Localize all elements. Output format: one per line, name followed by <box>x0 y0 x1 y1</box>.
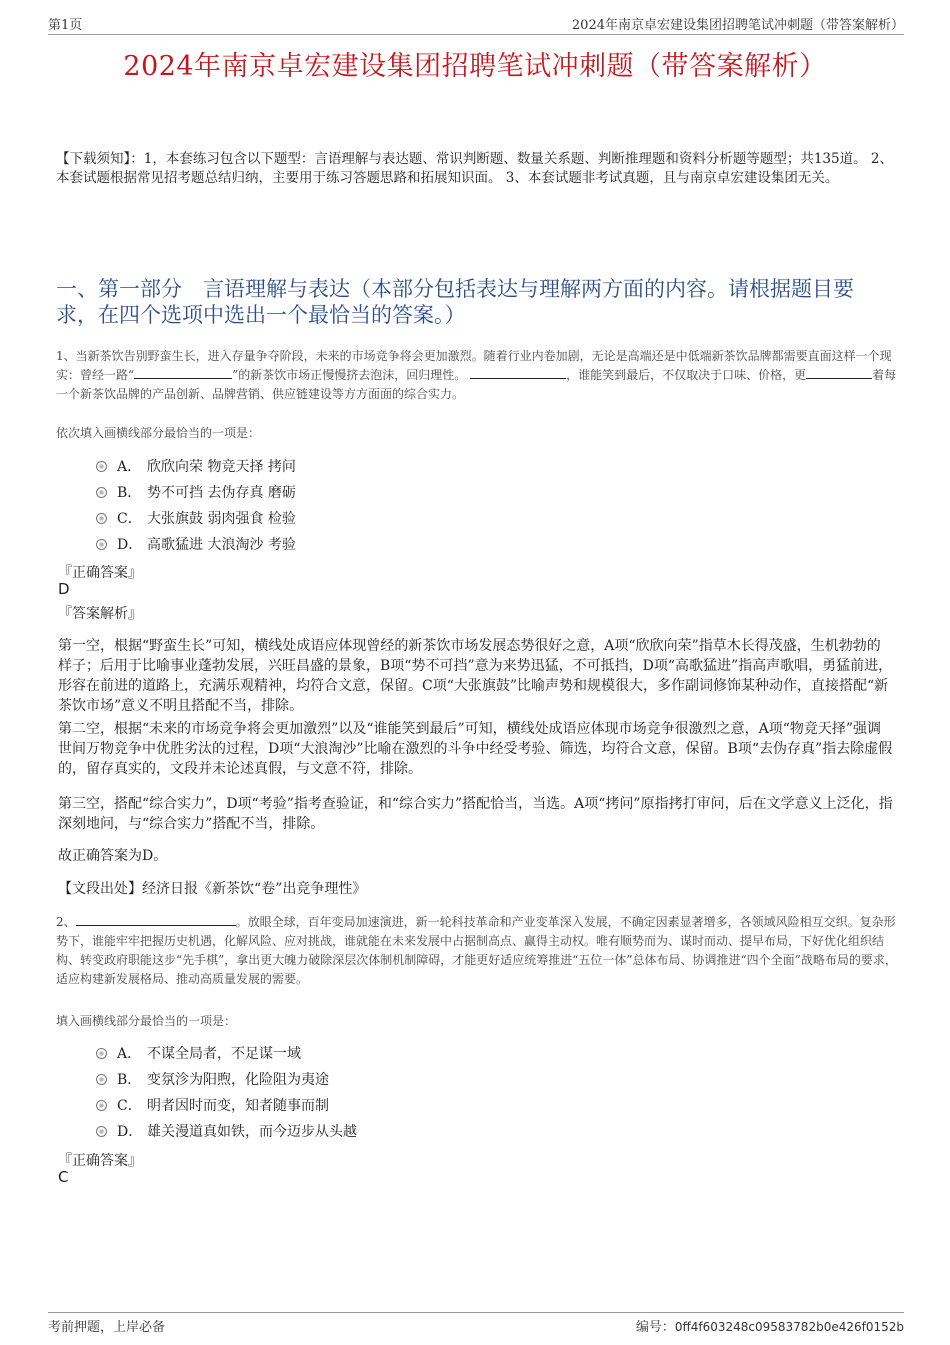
running-header <box>48 14 904 35</box>
footer-serial: 编号：0ff4f603248c09583782b0e426f0152b <box>635 1320 904 1335</box>
question-2-options <box>96 1040 357 1144</box>
q1-analysis-para-3: 第三空，搭配“综合实力”，D项“考验”指考查验证，和“综合实力”搭配恰当，当选。A项“拷问”原指拷打审问，后在文学意义上泛化，指深刻地问，与“综合实力”搭配不当，排除。 <box>58 796 893 832</box>
document-title: 2024年南京卓宏建设集团招聘笔试冲刺题（带答案解析） <box>123 51 827 82</box>
q1-text-part-d: 着每一个新茶饮品牌的产品创新、品牌营销、供应链建设等方方面面的综合实力。 <box>56 368 897 401</box>
q2-number: 2、 <box>56 915 76 929</box>
q2-answer: C <box>58 1168 69 1186</box>
q1-text-part-c: ，谁能笑到最后，不仅取决于口味、价格，更 <box>566 368 807 382</box>
running-footer <box>48 1312 904 1335</box>
footer-slogan: 考前押题，上岸必备 <box>48 1320 166 1335</box>
question-2-prompt: 填入画横线部分最恰当的一项是： <box>56 1014 237 1028</box>
q1-answer-label: 『正确答案』 <box>58 565 142 581</box>
q1-analysis-para-2: 第二空，根据“未来的市场竞争将会更加激烈”以及“谁能笑到最后”可知，横线处成语应体现市场竞争很激烈之意，A项“物竞天择”强调世间万物竞争中优胜劣汰的过程，D项“大浪淘沙”比喻在激烈的斗争中经受考验、筛选，均符合文意，保留。B项“去伪存真”指去除虚假的，留存真实的，文段并未论述真假，与文意不符，排除。 <box>58 721 893 777</box>
header-title: 2024年南京卓宏建设集团招聘笔试冲刺题（带答案解析） <box>571 18 904 33</box>
radio-icon[interactable] <box>96 1126 107 1137</box>
answer-blank-1 <box>134 366 232 379</box>
radio-icon[interactable] <box>96 513 107 524</box>
q1-option-d[interactable]: D． 高歌猛进 大浪淘沙 考验 <box>96 531 296 557</box>
section-heading: 一、第一部分 言语理解与表达（本部分包括表达与理解两方面的内容。请根据题目要求，在四个选项中选出一个最恰当的答案。） <box>56 277 854 327</box>
question-1-prompt: 依次填入画横线部分最恰当的一项是： <box>56 426 261 440</box>
q1-text-part-a: 1、当新茶饮告别野蛮生长，进入存量争夺阶段，未来的市场竞争将会更加激烈。随着行业内卷加剧，无论是高端还是中低端新茶饮品牌都需要直面这样一个现实：曾经一路“ <box>56 349 892 382</box>
answer-blank-q2 <box>76 913 236 926</box>
answer-blank-3 <box>806 366 872 379</box>
q2-text-body: 。放眼全球，百年变局加速演进，新一轮科技革命和产业变革深入发展，不确定因素显著增多，各领域风险相互交织。复杂形势下，谁能牢牢把握历史机遇，化解风险、应对挑战，谁就能在未来发展中占据制高点、赢得主动权。唯有顺势而为、谋时而动、提早布局，下好优化组织结构、转变政府职能这步“先手棋”，拿出更大魄力破除深层次体制机制障碍，才能更好适应统筹推进“五位一体”总体布局、协调推进“四个全面”战略布局的要求，适应构建新发展格局、推动高质量发展的需要。 <box>56 915 897 986</box>
q2-option-d[interactable]: D． 雄关漫道真如铁，而今迈步从头越 <box>96 1118 357 1144</box>
q1-source: 【文段出处】经济日报《新茶饮“卷”出竞争理性》 <box>58 881 367 897</box>
serial-code: 0ff4f603248c09583782b0e426f0152b <box>674 1320 904 1334</box>
radio-icon[interactable] <box>96 1048 107 1059</box>
question-1-text <box>56 347 898 404</box>
q2-answer-label: 『正确答案』 <box>58 1153 142 1169</box>
q1-analysis-para-1: 第一空，根据“野蛮生长”可知，横线处成语应体现曾经的新茶饮市场发展态势很好之意，A项“欣欣向荣”指草木长得茂盛，生机勃勃的样子；后用于比喻事业蓬勃发展，兴旺昌盛的景象，B项“势不可挡”意为来势迅猛，不可抵挡，D项“高歌猛进”指高声歌唱，勇猛前进，形容在前进的道路上，充满乐观精神，均符合文意，保留。C项“大张旗鼓”比喻声势和规模很大，多作副词修饰某种动作，直接搭配“新茶饮市场”意义不明且搭配不当，排除。 <box>58 638 893 714</box>
q1-text-part-b: ”的新茶饮市场正慢慢挤去泡沫，回归理性。 <box>232 368 467 382</box>
download-notice: 【下载须知】：1，本套练习包含以下题型：言语理解与表达题、常识判断题、数量关系题、判断推理题和资料分析题等题型；共135道。 2、本套试题根据常见招考题总结归纳，主要用于练习答题思路和拓展知识面。 3、本套试题非考试真题，且与南京卓宏建设集团无关。 <box>56 151 893 186</box>
radio-icon[interactable] <box>96 1074 107 1085</box>
page-number: 第1页 <box>48 18 83 33</box>
q1-analysis-label: 『答案解析』 <box>58 606 142 622</box>
q2-option-c[interactable]: C． 明者因时而变，知者随事而制 <box>96 1092 357 1118</box>
q1-option-c[interactable]: C． 大张旗鼓 弱肉强食 检验 <box>96 505 296 531</box>
q1-answer: D <box>58 580 70 598</box>
q1-option-a[interactable]: A． 欣欣向荣 物竞天择 拷问 <box>96 453 296 479</box>
radio-icon[interactable] <box>96 461 107 472</box>
q2-option-b[interactable]: B． 变氛沴为阳煦，化险阻为夷途 <box>96 1066 357 1092</box>
q1-option-b[interactable]: B． 势不可挡 去伪存真 磨砺 <box>96 479 296 505</box>
question-2-text <box>56 913 898 989</box>
radio-icon[interactable] <box>96 487 107 498</box>
question-1-options <box>96 453 296 557</box>
q1-conclusion: 故正确答案为D。 <box>58 848 168 864</box>
q2-option-a[interactable]: A． 不谋全局者，不足谋一域 <box>96 1040 357 1066</box>
answer-blank-2 <box>470 366 566 379</box>
radio-icon[interactable] <box>96 539 107 550</box>
radio-icon[interactable] <box>96 1100 107 1111</box>
